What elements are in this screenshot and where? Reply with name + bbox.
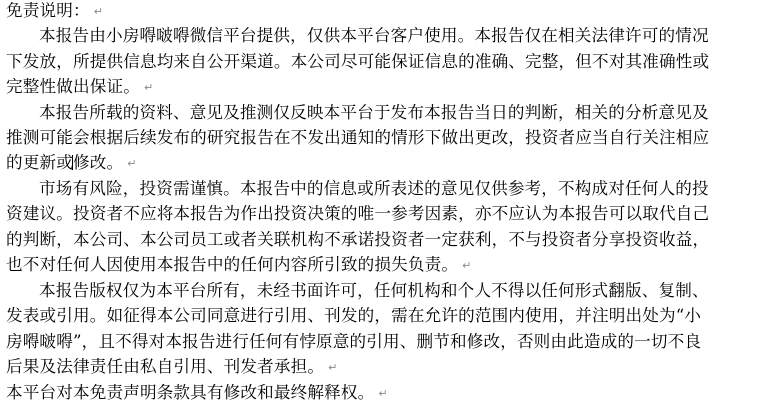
line-text: 本报告由小房嘚啵嘚微信平台提供，仅供本平台客户使用。本报告仅在相关法律许可的情况 (39, 26, 709, 45)
line-text: 房嘚啵嘚”，且不得对本报告进行任何有悖原意的引用、删节和修改，否则由此造成的一切不良 (6, 332, 702, 351)
paragraph-line (6, 202, 709, 227)
line-text: 本报告版权仅为本平台所有，未经书面许可，任何机构和个人不得以任何形式翻版、复制、 (39, 281, 709, 300)
line-text: 的更新或 (6, 153, 73, 172)
paragraph-mark-icon: ↵ (328, 361, 338, 374)
line-text: 免责说明： (6, 1, 90, 20)
paragraph-line (6, 151, 137, 177)
paragraph-mark-icon: ↵ (143, 81, 154, 94)
line-text: 发表或引用。如征得本公司同意进行引用、刊发的，需在允许的范围内使用，并注明出处为“小 (6, 306, 702, 325)
paragraph-mark-icon: ↵ (378, 387, 388, 400)
line-text: 推测可能会根据后续发布的研究报告在不发出通知的情形下做出更改，投资者应当自行关注相应 (6, 128, 710, 147)
line-text: 资建议。投资者不应将本报告为作出投资决策的唯一参考因素，亦不应认为本报告可以取代自己 (6, 204, 710, 223)
paragraph-line (6, 228, 709, 253)
line-text: 修改。 (72, 153, 124, 172)
paragraph-line (6, 330, 701, 355)
paragraph-line (39, 24, 709, 49)
line-text: 本平台对本免责声明条款具有修改和最终解释权。 (6, 383, 375, 402)
line-text: 完整性做出保证。 (6, 77, 140, 96)
paragraph-mark-icon: ↵ (462, 259, 472, 272)
paragraph-line (6, 355, 338, 381)
disclaimer-heading (6, 0, 103, 25)
line-text: 市场有风险，投资需谨慎。本报告中的信息或所表述的意见仅供参考，不构成对任何人的投 (39, 179, 709, 198)
paragraph-line (6, 381, 388, 407)
paragraph-mark-icon: ↵ (127, 157, 137, 170)
paragraph-line (6, 75, 153, 101)
line-text: 也不对任何人因使用本报告中的任何内容所引致的损失负责。 (6, 255, 459, 274)
paragraph-mark-icon: ↵ (93, 5, 104, 18)
paragraph-line (6, 253, 471, 279)
paragraph-line (6, 126, 709, 151)
line-text: 下发放，所提供信息均来自公开渠道。本公司尽可能保证信息的准确、完整，但不对其准确性或 (6, 52, 710, 71)
line-text: 的判断，本公司、本公司员工或者关联机构不承诺投资者一定获利，不与投资者分享投资收益， (6, 230, 710, 249)
paragraph-line (39, 279, 709, 304)
paragraph-line (39, 177, 709, 202)
paragraph-line (39, 101, 709, 126)
paragraph-line (6, 50, 709, 75)
line-text: 本报告所载的资料、意见及推测仅反映本平台于发布本报告当日的判断，相关的分析意见及 (39, 103, 709, 122)
paragraph-line (6, 304, 701, 329)
line-text: 后果及法律责任由私自引用、刊发者承担。 (6, 357, 325, 376)
